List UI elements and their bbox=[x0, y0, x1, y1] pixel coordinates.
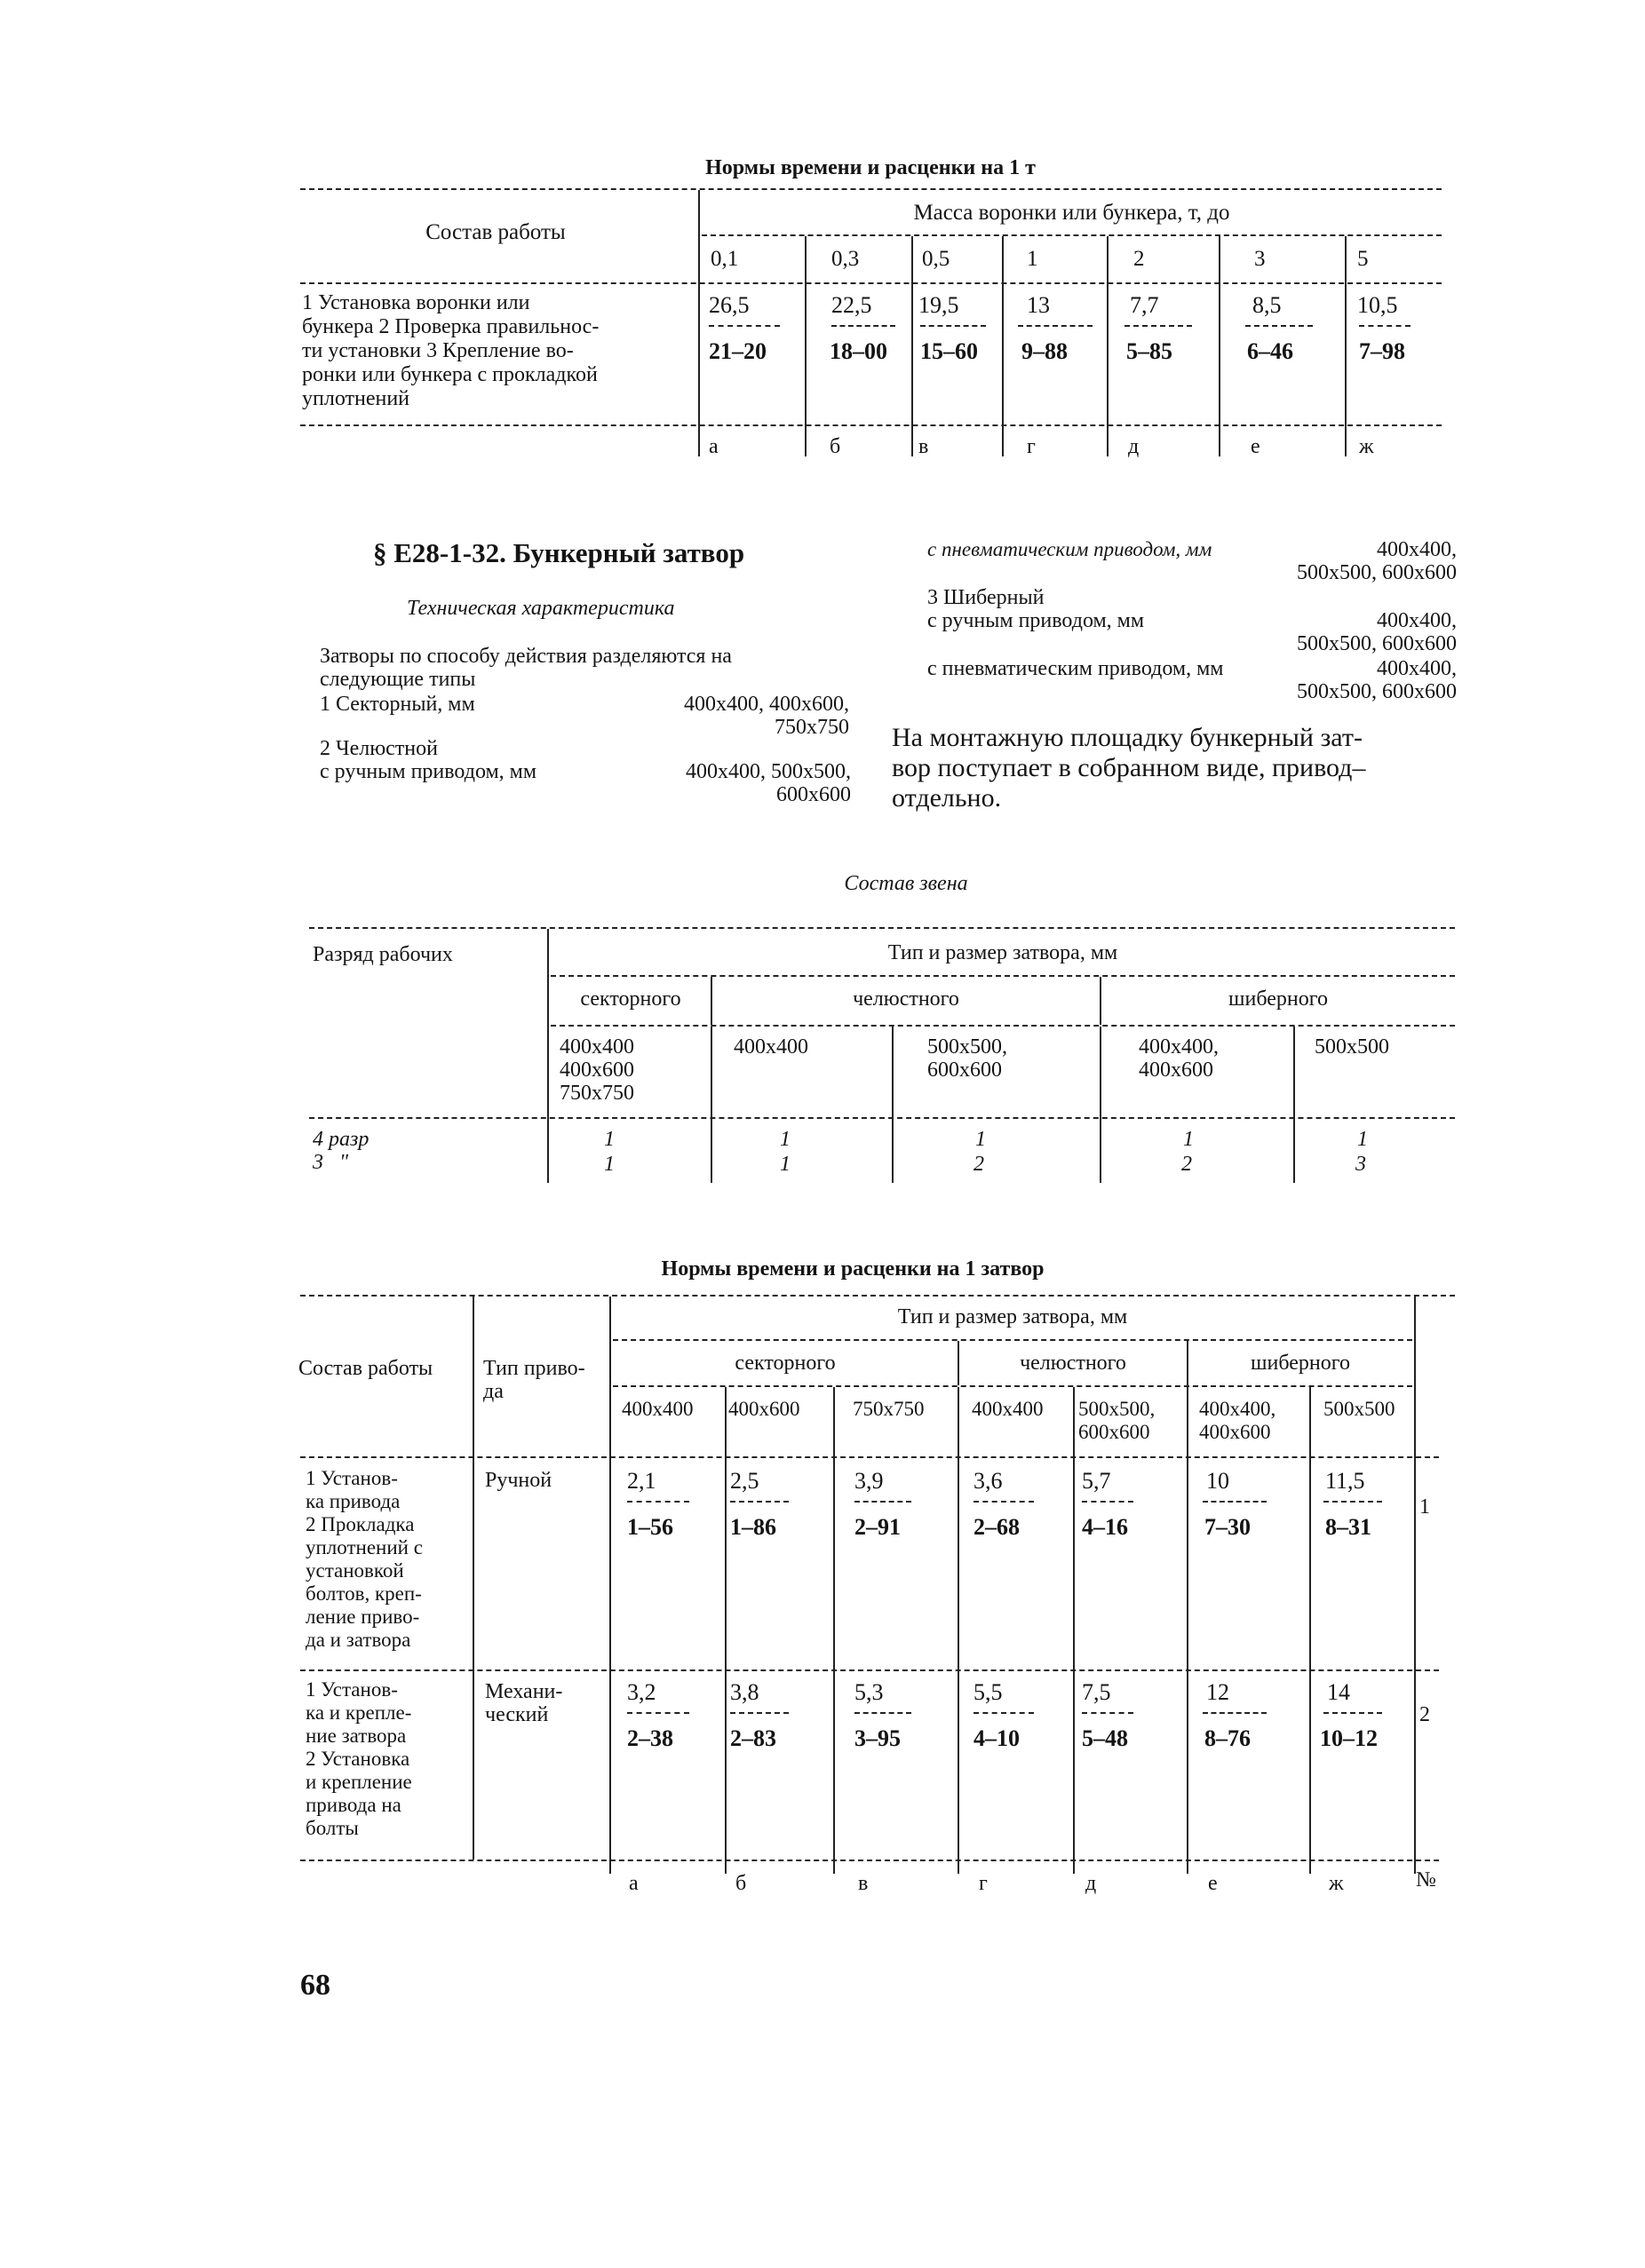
column-letter: д bbox=[1128, 435, 1140, 458]
fraction-line bbox=[973, 1501, 1034, 1503]
fraction-line bbox=[730, 1712, 789, 1714]
table2-type-header: Тип и размер затвора, мм bbox=[897, 1305, 1128, 1328]
table2-col-sep bbox=[1309, 1387, 1311, 1874]
rate-value: 6–46 bbox=[1247, 338, 1293, 364]
table2-size: 750x750 bbox=[853, 1398, 925, 1420]
crew-rank-header: Разряд рабочих bbox=[313, 943, 453, 966]
column-letter: ж bbox=[1329, 1872, 1344, 1895]
table1-work-text: 1 Установка воронки или бункера 2 Проверка правильнос- ти установки 3 Крепление во- ронки или бункера с прокладкой уплотнений bbox=[302, 291, 600, 410]
crew-count: 1 bbox=[780, 1128, 791, 1151]
column-letter: е bbox=[1251, 435, 1260, 458]
norm-value: 12 bbox=[1206, 1679, 1229, 1705]
rate-value: 8–76 bbox=[1204, 1725, 1251, 1751]
crew-group-jaw: челюстного bbox=[853, 987, 959, 1011]
rate-value: 1–56 bbox=[627, 1514, 673, 1540]
type3-value: 400x400, 500x500, 600x600 bbox=[1297, 609, 1457, 655]
rate-value: 3–95 bbox=[854, 1725, 901, 1751]
rate-value: 7–30 bbox=[1204, 1514, 1251, 1540]
crew-count: 1 bbox=[604, 1153, 615, 1176]
rate-value: 18–00 bbox=[830, 338, 887, 364]
crew-col-sep bbox=[892, 1027, 894, 1183]
table2-size: 400x400, 400x600 bbox=[1199, 1398, 1276, 1443]
norm-value: 3,8 bbox=[730, 1679, 759, 1705]
table1-col-sep bbox=[1107, 236, 1109, 456]
mass-value: 0,1 bbox=[711, 247, 739, 271]
norm-value: 22,5 bbox=[831, 292, 872, 318]
crew-col-sep bbox=[1100, 1027, 1101, 1183]
mass-value: 0,5 bbox=[922, 247, 950, 271]
crew-count: 1 bbox=[604, 1128, 615, 1151]
table2-group-gate: шиберного bbox=[1251, 1352, 1350, 1375]
table2-rule bbox=[613, 1339, 1412, 1341]
delivery-note: На монтажную площадку бункерный зат- вор поступает в собранном виде, привод– отдельно. bbox=[892, 723, 1366, 813]
mass-value: 3 bbox=[1254, 247, 1266, 271]
table1-header-rule bbox=[300, 282, 1442, 284]
table2-rule bbox=[613, 1385, 1412, 1387]
crew-count: 1 bbox=[1183, 1128, 1194, 1151]
fraction-line bbox=[920, 325, 986, 327]
type2b-label: с пневматическим приводом, мм bbox=[927, 538, 1212, 560]
norm-value: 3,9 bbox=[854, 1468, 884, 1494]
table1-work-header: Состав работы bbox=[425, 220, 566, 244]
fraction-line bbox=[1203, 1712, 1267, 1714]
crew-size: 400x400, 400x600 bbox=[1139, 1035, 1219, 1082]
table2-bottom-rule bbox=[300, 1860, 1439, 1861]
fraction-line bbox=[854, 1712, 911, 1714]
crew-size: 500x500, 600x600 bbox=[927, 1035, 1007, 1082]
fraction-line bbox=[1082, 1501, 1133, 1503]
norm-value: 8,5 bbox=[1252, 292, 1282, 318]
rate-value: 4–16 bbox=[1082, 1514, 1128, 1540]
crew-type-header: Тип и размер затвора, мм bbox=[887, 941, 1118, 964]
fraction-line bbox=[1018, 325, 1093, 327]
rate-value: 2–38 bbox=[627, 1725, 673, 1751]
rate-value: 21–20 bbox=[709, 338, 767, 364]
fraction-line bbox=[627, 1501, 689, 1503]
crew-col-sep bbox=[711, 1027, 712, 1183]
fraction-line bbox=[831, 325, 895, 327]
type3-label: 3 Шиберный с ручным приводом, мм bbox=[927, 586, 1145, 632]
column-letter: г bbox=[1027, 435, 1036, 458]
table2-size: 400x400 bbox=[622, 1398, 694, 1420]
table2-size: 500x500, 600x600 bbox=[1078, 1398, 1156, 1443]
norm-value: 7,5 bbox=[1082, 1679, 1111, 1705]
crew-col-sep bbox=[1293, 1027, 1295, 1183]
table1-sub-rule bbox=[702, 234, 1442, 236]
crew-divider bbox=[547, 929, 549, 1183]
table2-right-sep bbox=[1414, 1297, 1416, 1874]
crew-size: 400x400 400x600 750x750 bbox=[560, 1035, 634, 1105]
norm-value: 5,3 bbox=[854, 1679, 884, 1705]
rate-value: 2–83 bbox=[730, 1725, 776, 1751]
fraction-line bbox=[1245, 325, 1313, 327]
table2-size: 400x600 bbox=[728, 1398, 800, 1420]
number-column-label: № bbox=[1416, 1868, 1436, 1891]
type1-value: 400x400, 400x600, 750x750 bbox=[684, 693, 849, 739]
rate-value: 2–91 bbox=[854, 1514, 901, 1540]
column-letter: б bbox=[735, 1872, 747, 1895]
rate-value: 4–10 bbox=[973, 1725, 1020, 1751]
table2-caption: Нормы времени и расценки на 1 затвор bbox=[661, 1257, 1045, 1281]
column-letter: в bbox=[918, 435, 929, 458]
column-letter: в bbox=[858, 1872, 869, 1895]
table2-col-sep bbox=[1187, 1387, 1188, 1874]
crew-count: 1 bbox=[975, 1128, 986, 1151]
table1-mass-header: Масса воронки или бункера, т, до bbox=[913, 201, 1230, 225]
page-number: 68 bbox=[300, 1969, 330, 2002]
column-letter: а bbox=[709, 435, 719, 458]
table2-row2-drive: Механи- ческий bbox=[485, 1680, 563, 1726]
crew-group-sector: секторного bbox=[580, 987, 681, 1011]
crew-rule bbox=[309, 1117, 1455, 1119]
fraction-line bbox=[1082, 1712, 1133, 1714]
table2-row-rule bbox=[300, 1669, 1439, 1671]
fraction-line bbox=[1124, 325, 1192, 327]
table2-col-sep bbox=[833, 1387, 835, 1874]
column-letter: б bbox=[830, 435, 841, 458]
rate-value: 7–98 bbox=[1359, 338, 1405, 364]
norm-value: 2,5 bbox=[730, 1468, 759, 1494]
table2-col-sep bbox=[1073, 1387, 1075, 1874]
rate-value: 1–86 bbox=[730, 1514, 776, 1540]
crew-rank: 3 " bbox=[313, 1151, 349, 1174]
fraction-line bbox=[854, 1501, 911, 1503]
crew-count: 3 bbox=[1355, 1153, 1366, 1176]
crew-rule bbox=[551, 1025, 1455, 1027]
table2-row1-drive: Ручной bbox=[485, 1469, 552, 1492]
crew-rule bbox=[551, 975, 1455, 977]
fraction-line bbox=[1323, 1712, 1382, 1714]
rate-value: 2–68 bbox=[973, 1514, 1020, 1540]
table2-group-sector: секторного bbox=[735, 1352, 836, 1375]
norm-value: 3,6 bbox=[973, 1468, 1003, 1494]
table1-col-sep bbox=[1345, 236, 1347, 456]
table2-drive-sep bbox=[609, 1297, 611, 1874]
crew-count: 2 bbox=[973, 1153, 984, 1176]
table2-work-header: Состав работы bbox=[298, 1357, 433, 1380]
table2-size: 500x500 bbox=[1323, 1398, 1395, 1420]
mass-value: 1 bbox=[1027, 247, 1038, 271]
norm-value: 3,2 bbox=[627, 1679, 656, 1705]
table2-drive-header: Тип приво- да bbox=[483, 1357, 585, 1403]
crew-rank: 4 разр bbox=[313, 1128, 370, 1151]
crew-group-gate: шиберного bbox=[1228, 987, 1328, 1011]
norm-value: 19,5 bbox=[918, 292, 959, 318]
norm-value: 5,5 bbox=[973, 1679, 1003, 1705]
rate-value: 10–12 bbox=[1320, 1725, 1378, 1751]
table2-header-rule bbox=[300, 1456, 1439, 1458]
norm-value: 10,5 bbox=[1357, 292, 1398, 318]
fraction-line bbox=[730, 1501, 789, 1503]
table1-bottom-rule bbox=[300, 424, 1442, 426]
types-intro: Затворы по способу действия разделяются на следующие типы bbox=[320, 645, 732, 691]
rate-value: 15–60 bbox=[920, 338, 978, 364]
table2-row1-work: 1 Установ- ка привода 2 Прокладка уплотнений с установкой болтов, креп- ление приво- да и затвора bbox=[306, 1467, 423, 1651]
table1-top-rule bbox=[300, 188, 1442, 190]
norm-value: 2,1 bbox=[627, 1468, 656, 1494]
crew-size: 400x400 bbox=[734, 1035, 808, 1059]
fraction-line bbox=[627, 1712, 689, 1714]
crew-count: 1 bbox=[1357, 1128, 1368, 1151]
table2-col-sep bbox=[958, 1387, 959, 1874]
crew-caption: Состав звена bbox=[844, 872, 968, 895]
table1-col-sep bbox=[911, 236, 913, 456]
table1-col-sep bbox=[1002, 236, 1004, 456]
table1-divider bbox=[698, 190, 700, 456]
rate-value: 8–31 bbox=[1325, 1514, 1371, 1540]
type2-label: 2 Челюстной с ручным приводом, мм bbox=[320, 737, 537, 783]
table1-col-sep bbox=[1219, 236, 1220, 456]
norm-value: 14 bbox=[1327, 1679, 1350, 1705]
type3b-label: с пневматическим приводом, мм bbox=[927, 657, 1224, 680]
crew-size: 500x500 bbox=[1315, 1035, 1389, 1059]
column-letter: а bbox=[629, 1872, 639, 1895]
rate-value: 5–48 bbox=[1082, 1725, 1128, 1751]
mass-value: 2 bbox=[1133, 247, 1145, 271]
column-letter: г bbox=[979, 1872, 988, 1895]
table2-size: 400x400 bbox=[972, 1398, 1044, 1420]
row-number: 2 bbox=[1419, 1703, 1430, 1726]
type3b-value: 400x400, 500x500, 600x600 bbox=[1297, 657, 1457, 703]
fraction-line bbox=[1323, 1501, 1382, 1503]
column-letter: е bbox=[1208, 1872, 1218, 1895]
column-letter: д bbox=[1085, 1872, 1097, 1895]
section-title: § Е28-1-32. Бункерный затвор bbox=[373, 537, 745, 568]
type2-value: 400x400, 500x500, 600x600 bbox=[686, 760, 851, 806]
mass-value: 5 bbox=[1357, 247, 1369, 271]
norm-value: 7,7 bbox=[1130, 292, 1159, 318]
type2b-value: 400x400, 500x500, 600x600 bbox=[1297, 538, 1457, 584]
fraction-line bbox=[973, 1712, 1034, 1714]
table1-caption: Нормы времени и расценки на 1 т bbox=[705, 156, 1036, 179]
mass-value: 0,3 bbox=[831, 247, 860, 271]
table2-group-jaw: челюстного bbox=[1020, 1352, 1126, 1375]
crew-top-rule bbox=[309, 927, 1455, 929]
rate-value: 5–85 bbox=[1126, 338, 1172, 364]
row-number: 1 bbox=[1419, 1495, 1430, 1519]
norm-value: 13 bbox=[1027, 292, 1050, 318]
crew-count: 2 bbox=[1181, 1153, 1192, 1176]
crew-count: 1 bbox=[780, 1153, 791, 1176]
norm-value: 11,5 bbox=[1325, 1468, 1365, 1494]
norm-value: 5,7 bbox=[1082, 1468, 1111, 1494]
type1-label: 1 Секторный, мм bbox=[320, 693, 475, 716]
table2-col-sep bbox=[725, 1387, 727, 1874]
fraction-line bbox=[1203, 1501, 1267, 1503]
table1-col-sep bbox=[805, 236, 807, 456]
section-subtitle: Техническая характеристика bbox=[407, 597, 675, 620]
fraction-line bbox=[709, 325, 780, 327]
norm-value: 10 bbox=[1206, 1468, 1229, 1494]
norm-value: 26,5 bbox=[709, 292, 750, 318]
fraction-line bbox=[1359, 325, 1411, 327]
column-letter: ж bbox=[1359, 435, 1374, 458]
rate-value: 9–88 bbox=[1021, 338, 1068, 364]
table2-row2-work: 1 Установ- ка и крепле- ние затвора 2 Установка и крепление привода на болты bbox=[306, 1678, 412, 1839]
